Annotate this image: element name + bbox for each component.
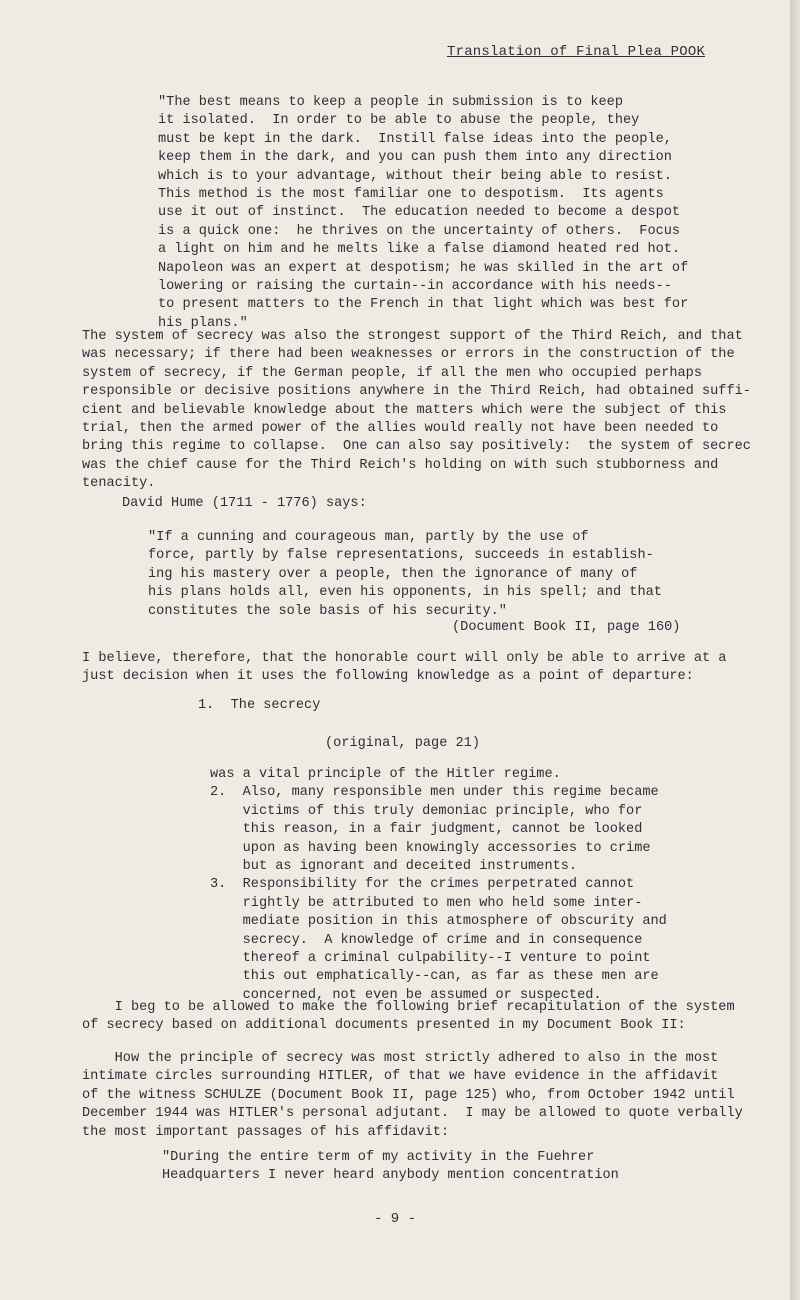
paper-edge	[790, 0, 800, 1300]
original-page-reference: (original, page 21)	[325, 736, 480, 751]
opening-quote: "The best means to keep a people in submission is to keep it isolated. In order to be able to abuse the people, they must be kept in the dark. Instill false ideas into the people, keep them in the dark, and you can push them into any direction which is to your advantage, without their being able to resist. This method is the most familiar one to despotism. Its agents use it out of instinct. The education needed to become a despot is a quick one: he thrives on the uncertainty of others. Focus a light on him and he melts like a false diamond heated red hot. Napoleon was an expert at despotism; he was skilled in the art of lowering or raising the curtain--in accordance with his needs-- to present matters to the French in that light which was best for his plans."	[158, 95, 689, 331]
list-item-1-heading: 1. The secrecy	[198, 698, 321, 713]
numbered-list: was a vital principle of the Hitler regime. 2. Also, many responsible men under this regime became victims of this truly demoniac principle, who for this reason, in a fair judgment, cannot be looked upon as having been knowingly accessories to crime but as ignorant and deceited instruments. 3. Responsibility for the crimes perpetrated cannot rightly be attributed to men who held some inter- mediate position in this atmosphere of obscurity and secrecy. A knowledge of crime and in consequence thereof a criminal culpability--I venture to point this out emphatically--can, as far as these men are concerned, not even be assumed or suspected.	[210, 767, 667, 1003]
paragraph-schulze-affidavit: How the principle of secrecy was most strictly adhered to also in the most intimate circles surrounding HITLER, of that we have evidence in the affidavit of the witness SCHULZE (Document Book II, page 125) who, from October 1942 until December 1944 was HITLER's personal adjutant. I may be allowed to quote verbally the most important passages of his affidavit:	[82, 1051, 743, 1140]
page-header: Translation of Final Plea POOK	[447, 44, 706, 60]
paragraph-belief: I believe, therefore, that the honorable court will only be able to arrive at a just decision when it uses the following knowledge as a point of departure:	[82, 651, 727, 685]
hume-attribution: David Hume (1711 - 1776) says:	[122, 496, 367, 511]
paragraph-recapitulation: I beg to be allowed to make the following brief recapitulation of the system of secrecy based on additional documents presented in my Document Book II:	[82, 1000, 735, 1034]
affidavit-quote: "During the entire term of my activity in the Fuehrer Headquarters I never heard anybody mention concentration	[162, 1150, 619, 1184]
hume-citation: (Document Book II, page 160)	[452, 620, 681, 635]
paragraph-secrecy-system: The system of secrecy was also the strongest support of the Third Reich, and that was necessary; if there had been weaknesses or errors in the construction of the system of secrecy, if the German people, if all the men who occupied perhaps responsible or decisive positions anywhere in the Third Reich, had obtained suffi- cient and believable knowledge about the matters which were the subject of this trial, then the armed power of the allies would really not have been needed to bring this regime to collapse. One can also say positively: the system of secrec was the chief cause for the Third Reich's holding on with such stubborness and tenacity.	[82, 329, 751, 492]
hume-quote: "If a cunning and courageous man, partly by the use of force, partly by false representations, succeeds in establish- ing his mastery over a people, then the ignorance of many of his plans holds all, even his opponents, in his spell; and that constitutes the sole basis of his security."	[148, 530, 662, 619]
page-number: - 9 -	[373, 1211, 416, 1227]
